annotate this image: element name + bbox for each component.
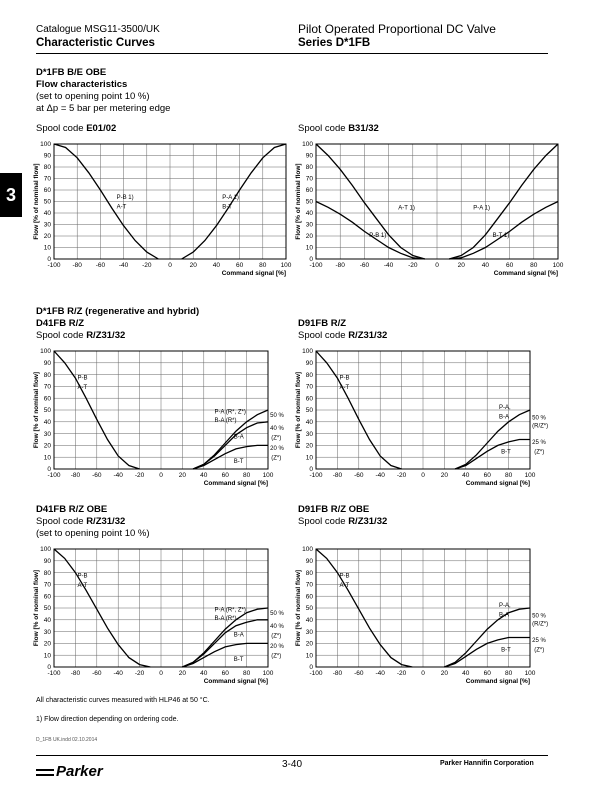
y-tick-label: 40 — [43, 419, 51, 426]
section2-title: D*1FB R/Z (regenerative and hybrid) — [36, 306, 200, 317]
curve-label: B-T — [501, 647, 511, 654]
curve-label: 50 % — [270, 611, 284, 618]
y-tick-label: 80 — [43, 164, 51, 172]
x-tick-label: 100 — [280, 262, 292, 269]
chart-d91fb-rz-obe — [292, 541, 578, 695]
curve-label: B-T — [501, 449, 511, 456]
y-tick-label: 90 — [305, 360, 313, 367]
y-tick-label: 30 — [305, 430, 313, 438]
y-tick-label: 40 — [43, 617, 51, 624]
x-tick-label: 40 — [212, 262, 221, 269]
y-tick-label: 30 — [43, 221, 51, 229]
y-tick-label: 100 — [302, 546, 313, 554]
y-tick-label: 90 — [305, 558, 313, 565]
y-tick-label: 60 — [305, 187, 313, 195]
curve-label: 20 % — [270, 446, 284, 453]
curve-label: P-B — [77, 375, 88, 382]
curve-label: 20 % — [270, 644, 284, 651]
curve-label: (Z*) — [271, 435, 282, 442]
series-title: Series D*1FB — [298, 37, 371, 49]
y-tick-label: 40 — [43, 210, 51, 218]
curve-label: P-A, — [498, 602, 511, 609]
x-tick-label: 60 — [235, 262, 244, 269]
chart-svg — [30, 136, 306, 290]
x-tick-label: -80 — [70, 472, 81, 479]
section1-subtitle: Flow characteristics — [36, 79, 128, 90]
curve-label: B-A (R*) — [214, 417, 237, 424]
chart-d41fb-rz — [30, 343, 306, 497]
curve-label: A-T — [77, 384, 88, 391]
curve-label: A-T — [339, 582, 350, 589]
footnote-flow-direction: 1) Flow direction depending on ordering code. — [36, 716, 179, 723]
x-tick-label: 60 — [221, 472, 229, 479]
y-axis-label: Flow [% of nominal flow] — [33, 569, 40, 647]
x-tick-label: -40 — [113, 670, 123, 677]
x-tick-label: 20 — [440, 670, 449, 677]
y-tick-label: 70 — [43, 383, 51, 391]
x-tick-label: -80 — [72, 262, 82, 269]
curve-label: P-B 1) — [116, 195, 134, 202]
curve-label: 50 % — [532, 613, 546, 620]
curve-label: A-T — [77, 582, 88, 589]
y-tick-label: 20 — [305, 233, 313, 241]
x-tick-label: 0 — [421, 472, 425, 479]
y-tick-label: 80 — [43, 569, 51, 577]
y-tick-label: 70 — [43, 581, 51, 589]
y-tick-label: 60 — [43, 593, 51, 601]
x-tick-label: 60 — [483, 472, 491, 479]
x-tick-label: -100 — [47, 262, 61, 269]
x-tick-label: -20 — [396, 472, 407, 479]
section2-left-title: D41FB R/Z — [36, 318, 85, 329]
section1-note1: (set to opening point 10 %) — [36, 91, 150, 102]
x-axis-label: Command signal [%] — [221, 270, 286, 277]
y-tick-label: 30 — [305, 221, 313, 229]
curve-label: B-A (R*) — [214, 615, 237, 622]
y-tick-label: 0 — [47, 466, 51, 474]
y-tick-label: 100 — [40, 546, 51, 554]
x-tick-label: -20 — [408, 262, 418, 269]
section3-left-title: D41FB R/Z OBE — [36, 504, 108, 515]
x-tick-label: 0 — [159, 670, 163, 677]
section1-note2: at Δp = 5 bar per metering edge — [36, 103, 171, 114]
x-tick-label: 20 — [189, 262, 197, 269]
chart-svg — [30, 541, 306, 695]
y-axis-label: Flow [% of nominal flow] — [33, 371, 40, 449]
y-tick-label: 0 — [309, 256, 313, 264]
y-tick-label: 80 — [305, 371, 313, 379]
chart-svg — [292, 541, 578, 695]
y-tick-label: 100 — [40, 141, 51, 149]
curve-label: P-B — [77, 573, 88, 580]
x-tick-label: 0 — [435, 262, 439, 269]
x-tick-label: -100 — [47, 670, 61, 677]
section-heading: Characteristic Curves — [36, 37, 155, 49]
x-tick-label: 100 — [524, 670, 536, 677]
curve-label: A-T — [339, 384, 350, 391]
x-tick-label: 100 — [262, 472, 274, 479]
y-tick-label: 50 — [305, 407, 313, 415]
chart-svg — [292, 136, 578, 290]
curve-label: 50 % — [532, 415, 546, 422]
x-tick-label: 60 — [221, 670, 229, 677]
spool-code-s3-right: Spool code R/Z31/32 — [298, 516, 388, 527]
x-tick-label: 20 — [440, 472, 449, 479]
y-tick-label: 50 — [43, 605, 51, 613]
y-tick-label: 100 — [302, 348, 313, 356]
x-tick-label: -80 — [70, 670, 81, 677]
y-tick-label: 50 — [305, 198, 313, 206]
x-axis-label: Command signal [%] — [465, 480, 530, 487]
y-tick-label: 40 — [305, 617, 313, 624]
x-tick-label: 80 — [504, 472, 513, 479]
x-tick-label: -80 — [332, 670, 343, 677]
x-tick-label: -100 — [309, 670, 323, 677]
x-tick-label: 100 — [262, 670, 274, 677]
curve-label: (Z*) — [271, 455, 282, 462]
curve-label: 40 % — [270, 426, 284, 433]
x-tick-label: 60 — [505, 262, 514, 269]
curve-label: (Z*) — [534, 647, 545, 654]
curve-label: (Z*) — [534, 449, 545, 456]
x-tick-label: -40 — [113, 472, 123, 479]
y-tick-label: 20 — [305, 640, 313, 648]
curve-label: P-A (R*, Z*) — [214, 607, 246, 614]
x-tick-label: -40 — [375, 670, 385, 677]
x-tick-label: 0 — [421, 670, 425, 677]
curve-label: (R/Z*) — [532, 621, 549, 628]
spool-code-s3-left: Spool code R/Z31/32 — [36, 516, 126, 527]
curve-label: 25 % — [532, 638, 546, 645]
y-axis-label: Flow [% of nominal flow] — [33, 163, 40, 240]
y-tick-label: 40 — [305, 419, 313, 426]
company-name: Parker Hannifin Corporation — [440, 760, 534, 767]
curve-label: A-T 1) — [398, 205, 415, 212]
y-tick-label: 70 — [305, 581, 313, 589]
x-tick-label: -40 — [118, 262, 129, 269]
curve-label: A-T — [116, 204, 127, 211]
curve-label: 40 % — [270, 624, 284, 631]
spool-code-left: Spool code E01/02 — [36, 123, 117, 134]
curve-label: B-T 1) — [492, 233, 510, 240]
x-tick-label: 60 — [483, 670, 491, 677]
y-tick-label: 40 — [305, 210, 313, 218]
x-tick-label: -20 — [396, 670, 407, 677]
y-tick-label: 60 — [305, 593, 313, 601]
x-tick-label: -100 — [309, 262, 323, 269]
x-tick-label: -20 — [134, 670, 145, 677]
curve-label: P-A 1) — [222, 195, 239, 202]
curve-label: P-B — [339, 573, 350, 580]
y-tick-label: 80 — [43, 371, 51, 379]
y-tick-label: 20 — [43, 233, 51, 241]
x-tick-label: 0 — [168, 262, 172, 269]
chart-svg — [30, 343, 306, 497]
x-tick-label: 40 — [481, 262, 490, 269]
curve-label: (Z*) — [271, 633, 282, 640]
y-tick-label: 60 — [43, 187, 51, 195]
header-rule — [36, 53, 548, 54]
curve-label: B-T — [233, 459, 244, 466]
x-tick-label: -60 — [92, 670, 102, 677]
product-title: Pilot Operated Proportional DC Valve — [298, 22, 496, 36]
series-line — [455, 440, 530, 470]
x-axis-label: Command signal [%] — [493, 270, 558, 277]
section3-right-title: D91FB R/Z OBE — [298, 504, 370, 515]
y-tick-label: 10 — [305, 244, 313, 252]
y-tick-label: 80 — [305, 569, 313, 577]
x-tick-label: 80 — [259, 262, 267, 269]
curve-label: (R/Z*) — [532, 423, 549, 430]
y-tick-label: 80 — [305, 164, 313, 172]
chart-d41fb-rz-obe — [30, 541, 306, 695]
footer-rule — [36, 755, 548, 756]
y-tick-label: 0 — [309, 664, 313, 672]
y-tick-label: 70 — [305, 383, 313, 391]
page-number: 3-40 — [282, 759, 303, 770]
x-tick-label: 0 — [159, 472, 163, 479]
y-tick-label: 30 — [43, 430, 51, 438]
y-tick-label: 90 — [43, 558, 51, 565]
curve-label: (Z*) — [271, 653, 282, 660]
y-tick-label: 100 — [40, 348, 51, 356]
y-axis-label: Flow [% of nominal flow] — [295, 569, 302, 647]
x-axis-label: Command signal [%] — [203, 678, 268, 685]
curve-label: 25 % — [532, 440, 546, 447]
x-tick-label: 20 — [178, 472, 187, 479]
curve-label: P-A (R*, Z*) — [214, 409, 246, 416]
document-code: D_1FB UK.indd 02.10.2014 — [36, 737, 98, 743]
x-tick-label: -40 — [375, 472, 385, 479]
x-tick-label: -60 — [92, 472, 102, 479]
y-tick-label: 10 — [43, 454, 51, 462]
y-tick-label: 90 — [43, 360, 51, 367]
chart-e01-02 — [30, 136, 306, 290]
y-tick-label: 20 — [305, 442, 313, 450]
curve-label: B-T — [233, 657, 244, 664]
section3-note: (set to opening point 10 %) — [36, 528, 150, 539]
y-tick-label: 20 — [43, 442, 51, 450]
catalogue-number: Catalogue MSG11-3500/UK — [36, 24, 160, 35]
section2-right-title: D91FB R/Z — [298, 318, 347, 329]
y-tick-label: 0 — [47, 256, 51, 264]
x-tick-label: 100 — [552, 262, 564, 269]
x-tick-label: 100 — [524, 472, 536, 479]
x-tick-label: -60 — [359, 262, 370, 269]
chart-svg — [292, 343, 578, 497]
x-tick-label: -60 — [354, 472, 364, 479]
y-tick-label: 10 — [305, 454, 313, 462]
footnote-measurement: All characteristic curves measured with HLP46 at 50 °C. — [36, 697, 210, 704]
y-tick-label: 90 — [305, 152, 313, 160]
x-tick-label: 80 — [242, 670, 251, 677]
curve-label: P-A 1) — [473, 205, 490, 212]
chart-d91fb-rz — [292, 343, 578, 497]
x-tick-label: -100 — [309, 472, 323, 479]
x-tick-label: -80 — [335, 262, 345, 269]
section1-title: D*1FB B/E OBE — [36, 67, 107, 78]
x-axis-label: Command signal [%] — [465, 678, 530, 685]
curve-label: P-B 1) — [369, 233, 387, 240]
y-tick-label: 50 — [43, 198, 51, 206]
y-tick-label: 50 — [43, 407, 51, 415]
curve-label: B-T — [222, 204, 232, 211]
y-axis-label: Flow [% of nominal flow] — [295, 163, 302, 240]
y-tick-label: 70 — [305, 175, 313, 183]
x-tick-label: -100 — [47, 472, 61, 479]
chart-b31-32 — [292, 136, 578, 290]
x-tick-label: 40 — [200, 472, 208, 479]
y-tick-label: 10 — [43, 244, 51, 252]
y-tick-label: 90 — [43, 152, 51, 160]
curve-label: B-A — [233, 632, 244, 639]
x-tick-label: -20 — [134, 472, 145, 479]
x-tick-label: 80 — [530, 262, 538, 269]
curve-label: 50 % — [270, 413, 284, 420]
x-tick-label: -80 — [332, 472, 343, 479]
x-tick-label: 40 — [200, 670, 208, 677]
curve-label: B-A — [233, 434, 244, 441]
y-tick-label: 30 — [43, 628, 51, 636]
spool-code-s2-right: Spool code R/Z31/32 — [298, 330, 388, 341]
x-tick-label: -40 — [383, 262, 394, 269]
y-tick-label: 60 — [305, 395, 313, 403]
y-tick-label: 10 — [305, 652, 313, 660]
curve-label: B-A — [498, 414, 509, 421]
y-tick-label: 100 — [302, 141, 313, 149]
x-tick-label: -60 — [354, 670, 364, 677]
y-tick-label: 0 — [309, 466, 313, 474]
x-tick-label: 40 — [462, 670, 470, 677]
y-axis-label: Flow [% of nominal flow] — [295, 371, 302, 449]
curve-label: P-B — [339, 375, 350, 382]
x-tick-label: 40 — [462, 472, 470, 479]
x-tick-label: -60 — [95, 262, 106, 269]
spool-code-right: Spool code B31/32 — [298, 123, 379, 134]
x-tick-label: -20 — [142, 262, 152, 269]
x-axis-label: Command signal [%] — [203, 480, 268, 487]
x-tick-label: 80 — [242, 472, 251, 479]
x-tick-label: 80 — [504, 670, 513, 677]
parker-logo: Parker — [36, 763, 103, 780]
y-tick-label: 0 — [47, 664, 51, 672]
x-tick-label: 20 — [457, 262, 465, 269]
spool-code-s2-left: Spool code R/Z31/32 — [36, 330, 126, 341]
y-tick-label: 10 — [43, 652, 51, 660]
x-tick-label: 20 — [178, 670, 187, 677]
y-tick-label: 70 — [43, 175, 51, 183]
y-tick-label: 50 — [305, 605, 313, 613]
y-tick-label: 60 — [43, 395, 51, 403]
curve-label: B-A — [498, 612, 509, 619]
chapter-tab: 3 — [0, 173, 22, 217]
y-tick-label: 30 — [305, 628, 313, 636]
curve-label: P-A, — [498, 404, 511, 411]
y-tick-label: 20 — [43, 640, 51, 648]
